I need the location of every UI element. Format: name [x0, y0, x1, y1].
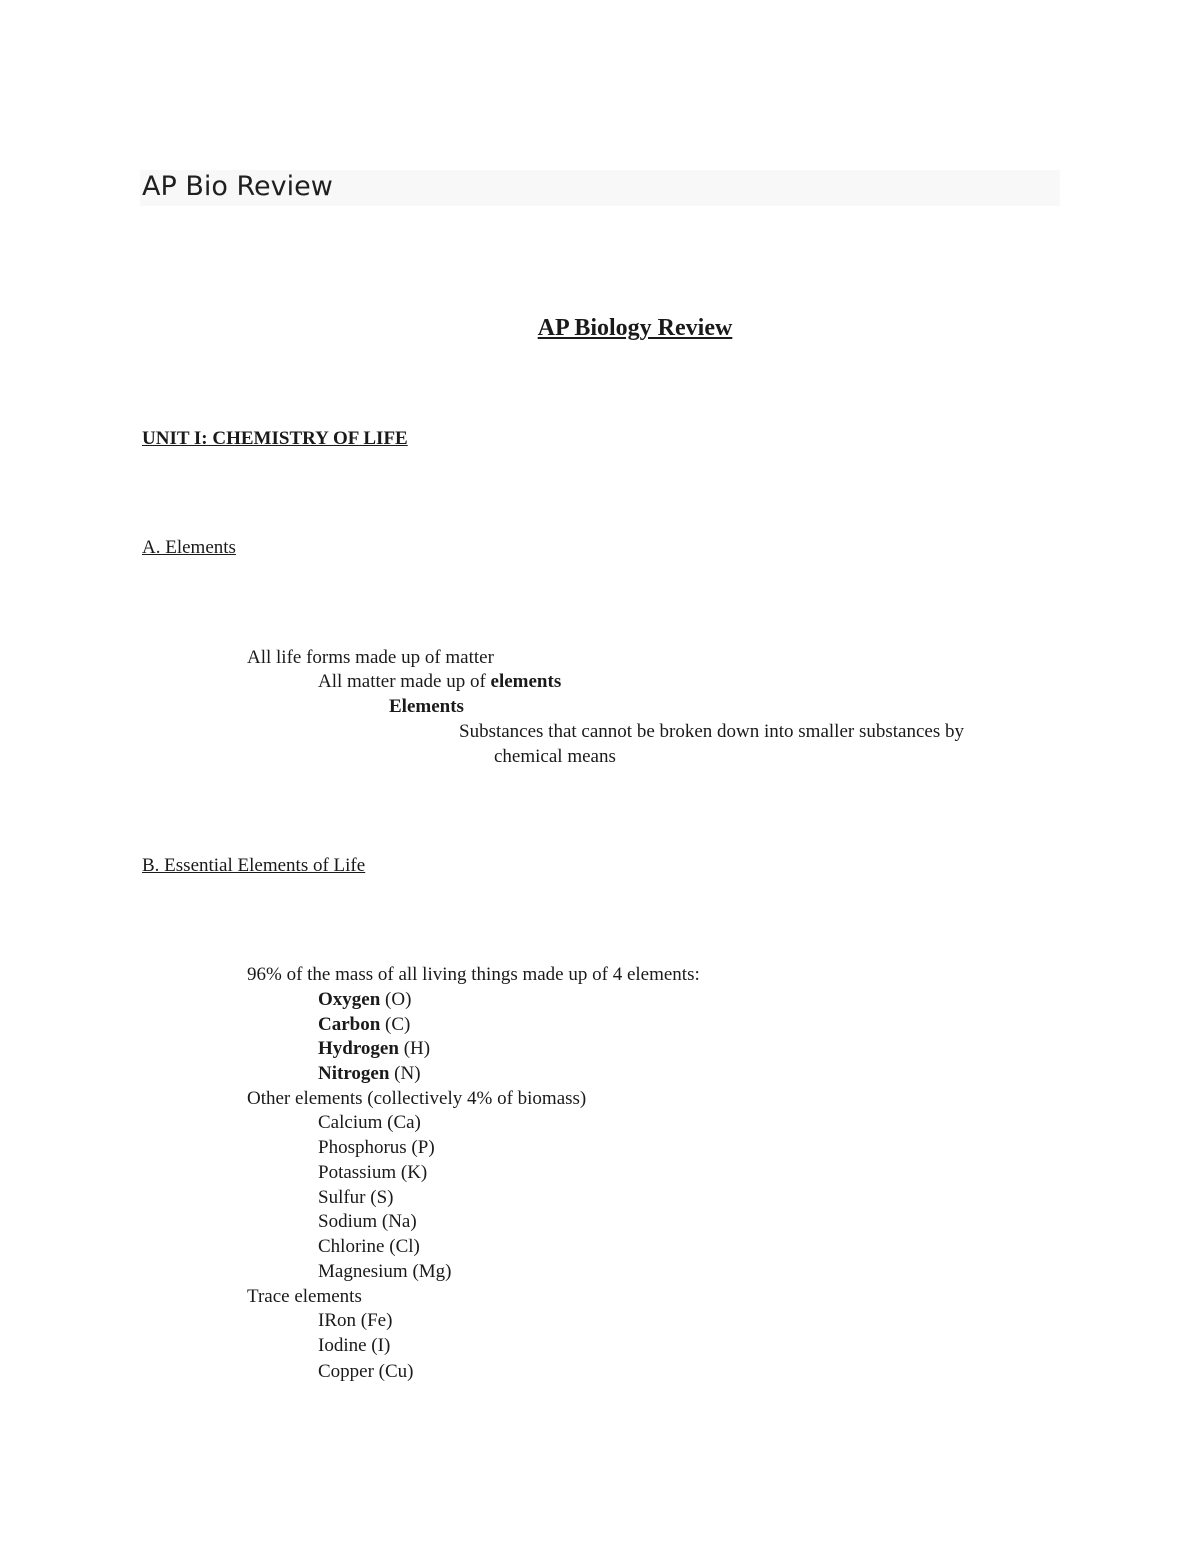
section-a-line-2: [318, 670, 561, 694]
major-element-item: [318, 988, 411, 1012]
trace-element-item: Iodine (I): [318, 1335, 391, 1356]
page-title: AP Biology Review: [537, 315, 733, 341]
major-element-name: Nitrogen: [318, 1063, 390, 1084]
trace-element-item: Copper (Cu): [318, 1361, 414, 1382]
major-element-symbol: (O): [385, 989, 412, 1010]
trace-elements-heading: Trace elements: [247, 1286, 362, 1307]
section-a-heading: A. Elements: [142, 537, 236, 558]
header-title: AP Bio Review: [142, 171, 333, 202]
section-b-heading: B. Essential Elements of Life: [142, 855, 366, 876]
other-element-item: Sodium (Na): [318, 1211, 417, 1232]
section-b-intro: 96% of the mass of all living things made up of 4 elements:: [247, 964, 700, 985]
major-element-item: [318, 1013, 410, 1037]
section-a-line-2-text: All matter made up of: [318, 671, 491, 692]
trace-element-item: IRon (Fe): [318, 1310, 393, 1331]
major-element-name: Carbon: [318, 1014, 381, 1035]
other-element-item: Potassium (K): [318, 1162, 428, 1183]
major-element-item: [318, 1037, 430, 1061]
section-a-line-4: Substances that cannot be broken down into smaller substances by: [459, 721, 964, 742]
other-elements-heading: Other elements (collectively 4% of biomass): [247, 1088, 587, 1109]
major-element-name: Oxygen: [318, 989, 381, 1010]
section-a-line-1: All life forms made up of matter: [247, 647, 494, 668]
section-a-line-3: Elements: [389, 696, 464, 717]
major-element-item: [318, 1062, 421, 1086]
other-element-item: Phosphorus (P): [318, 1137, 435, 1158]
major-element-symbol: (C): [385, 1014, 411, 1035]
other-element-item: Calcium (Ca): [318, 1112, 421, 1133]
other-element-item: Magnesium (Mg): [318, 1261, 452, 1282]
other-element-item: Sulfur (S): [318, 1187, 394, 1208]
major-element-name: Hydrogen: [318, 1038, 399, 1059]
unit-heading: UNIT I: CHEMISTRY OF LIFE: [142, 428, 408, 449]
section-a-line-5: chemical means: [494, 746, 616, 767]
other-element-item: Chlorine (Cl): [318, 1236, 420, 1257]
major-element-symbol: (H): [403, 1038, 431, 1059]
section-a-line-2-bold: elements: [490, 671, 562, 692]
major-element-symbol: (N): [394, 1063, 421, 1084]
